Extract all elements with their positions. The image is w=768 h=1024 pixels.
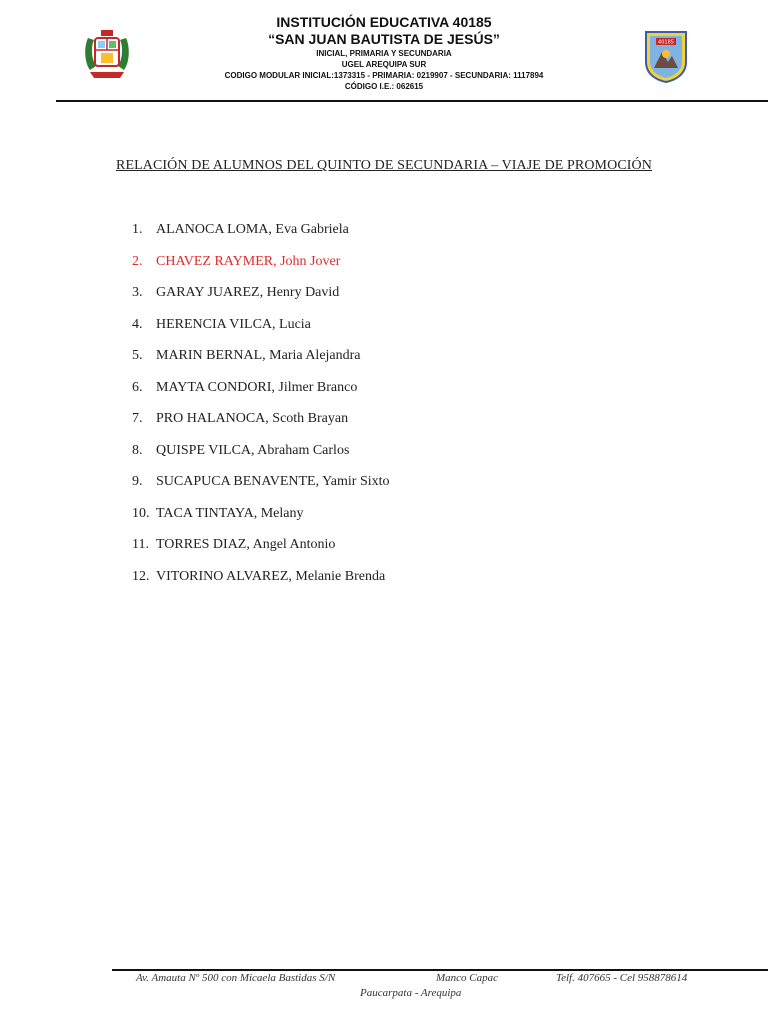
student-name: VITORINO ALVAREZ, Melanie Brenda xyxy=(156,568,386,584)
student-name: GARAY JUAREZ, Henry David xyxy=(156,285,340,300)
student-number: 11. xyxy=(132,537,149,552)
student-item xyxy=(132,536,390,568)
document-title: RELACIÓN DE ALUMNOS DEL QUINTO DE SECUNDARIA – VIAJE DE PROMOCIÓN xyxy=(116,158,652,173)
school-shield-icon xyxy=(642,28,690,84)
student-number: 5. xyxy=(132,348,143,363)
student-item xyxy=(132,473,390,505)
footer-phone: Telf. 407665 - Cel 958878614 xyxy=(556,972,688,984)
student-name: MAYTA CONDORI, Jilmer Branco xyxy=(156,379,358,395)
student-item xyxy=(132,347,390,379)
shield-number: 40185 xyxy=(658,39,674,46)
peru-coat-of-arms-icon xyxy=(78,26,136,84)
student-name: ALANOCA LOMA, Eva Gabriela xyxy=(156,222,349,237)
student-item xyxy=(132,379,390,411)
student-item xyxy=(132,221,390,253)
footer-address: Av. Amauta Nº 500 con Micaela Bastidas S/N xyxy=(136,972,336,984)
modular-codes: CODIGO MODULAR INICIAL:1373315 - PRIMARIA: 0219907 - SECUNDARIA: 1117894 xyxy=(224,71,544,80)
student-number: 6. xyxy=(132,379,143,395)
student-number: 4. xyxy=(132,316,143,332)
student-number: 10. xyxy=(132,505,150,521)
student-number: 12. xyxy=(132,568,150,584)
student-item xyxy=(132,568,390,600)
student-name: TACA TINTAYA, Melany xyxy=(156,505,304,521)
header-divider xyxy=(56,100,768,102)
student-name: TORRES DIAZ, Angel Antonio xyxy=(156,537,336,552)
student-item xyxy=(132,316,390,348)
ugel-name: UGEL AREQUIPA SUR xyxy=(341,60,427,69)
footer-place: Manco Capac xyxy=(436,972,499,984)
institution-name: INSTITUCIÓN EDUCATIVA 40185 xyxy=(276,14,492,30)
student-name: PRO HALANOCA, Scoth Brayan xyxy=(156,411,349,426)
student-item xyxy=(132,505,390,537)
student-name: HERENCIA VILCA, Lucia xyxy=(156,316,311,332)
ie-code: CÓDIGO I.E.: 062615 xyxy=(344,82,424,91)
education-levels: INICIAL, PRIMARIA Y SECUNDARIA xyxy=(316,49,452,58)
student-item xyxy=(132,284,390,316)
letterhead xyxy=(0,0,768,102)
footer-divider xyxy=(112,969,768,971)
student-name: CHAVEZ RAYMER, John Jover xyxy=(156,253,341,269)
student-number: 1. xyxy=(132,222,143,237)
institution-header xyxy=(150,14,618,92)
student-number: 3. xyxy=(132,285,143,300)
student-item xyxy=(132,442,390,474)
student-item xyxy=(132,410,390,442)
student-list xyxy=(132,221,390,599)
student-name: SUCAPUCA BENAVENTE, Yamir Sixto xyxy=(156,474,390,489)
student-number: 9. xyxy=(132,474,143,489)
student-number: 2. xyxy=(132,253,143,269)
footer-city: Paucarpata - Arequipa xyxy=(360,987,462,999)
student-name: QUISPE VILCA, Abraham Carlos xyxy=(156,442,350,458)
student-name: MARIN BERNAL, Maria Alejandra xyxy=(156,348,361,363)
student-number: 7. xyxy=(132,411,143,426)
institution-subtitle: “SAN JUAN BAUTISTA DE JESÚS” xyxy=(268,31,500,47)
student-number: 8. xyxy=(132,442,143,458)
student-item xyxy=(132,253,390,285)
